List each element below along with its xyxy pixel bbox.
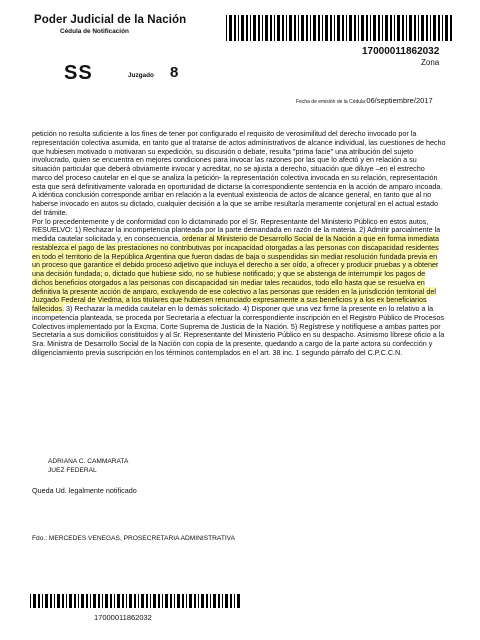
zona-label: Zona: [421, 58, 440, 67]
paragraph-2: A idéntica conclusión corresponde arribar en relación a la eventual existencia de actos de alcance general, en tanto que al no haberse invocado en autos su dictado, cualquier decisión a la que se arribe resultaría meramente conjetural en el actual estado del trámite.: [32, 190, 438, 217]
juzgado-label: Juzgado: [128, 72, 154, 79]
signatory-name: ADRIANA C. CAMMARATA: [48, 458, 129, 465]
ss-label: SS: [64, 62, 93, 84]
juzgado-number: 8: [170, 64, 179, 81]
paragraph-3-start: Por lo precedentemente y de conformidad con lo dictaminado por el Sr. Representante del Ministerio Público en estos autos, RESUELVO: 1) Rechazar la incompetencia planteada por la parte demandada en razón de la materia. 2) Admitir parcialmente la medida cautelar solicitada y, en consecuencia,: [32, 216, 441, 243]
notified-notice: Queda Ud. legalmente notificado: [32, 486, 137, 495]
paragraph-3: [32, 218, 446, 358]
barcode-top: [226, 15, 454, 41]
institution-title: Poder Judicial de la Nación: [34, 14, 187, 26]
paragraph-3-end: 3) Rechazar la medida cautelar en lo demás solicitado. 4) Disponer que una vez firme la presente en lo relativo a la incompetencia planteada, se proceda por Secretaría a efectuar la correspondiente inscripción en el Registro Público de Procesos Colectivos implementado por la Excma. Corte Suprema de Justicia de la Nación. 5) Regístrese y notifíquese a ambas partes por Secretaría a sus domicilios constituidos y al Sr. Representante del Ministerio Público en su despacho. Asimismo líbrese oficio a la Sra. Ministra de Desarrollo Social de la Nación con copia de la presente, quedando a cargo de la parte actora su confección y diligenciamiento previa suscripción en los términos contemplados en el art. 38 inc. 1 segundo párrafo del C.P.C.C.N.: [32, 304, 445, 357]
case-number: 17000011862032: [362, 46, 440, 57]
issue-date: [296, 96, 433, 105]
document-type-label: Cédula de Notificación: [60, 28, 129, 35]
signatory-title: JUEZ FEDERAL: [48, 467, 97, 474]
issue-date-label: Fecha de emisión de la Cédula:: [296, 99, 367, 105]
signed-by: Fdo.: MERCEDES VENEGAS, PROSECRETARIA ADMINISTRATIVA: [32, 535, 235, 542]
resolution-text: [32, 130, 446, 358]
footer-number: 17000011862032: [94, 613, 152, 622]
issue-date-value: 06/septiembre/2017: [366, 96, 433, 105]
highlighted-order: ordenar al Ministerio de Desarrollo Social de la Nación a que en forma inmediata restablezca el pago de las prestaciones no contributivas por incapacidad otorgadas a las personas con discapacidad residentes en todo el territorio de la República Argentina que fueron dadas de baja o suspendidas sin mediar resolución fundada previa en un proceso que garantice el debido proceso adjetivo que incluya el derecho a ser oído, a ofrecer y producir pruebas y a obtener una decisión fundada; o, dictado que hubiese sido, no se hubiese notificado; y que se abstenga de interrumpir los pagos de dichos beneficios otorgados a las personas con discapacidad sin mediar tales recaudos, todo ello hasta que se resuelva en definitiva la presente acción de amparo, excluyendo de ese colectivo a las personas que residen en la jurisdicción territorial del Juzgado Federal de Viedma, a los titulares que hubiesen renunciado expresamente a sus beneficios y a los ex beneficiarios fallecidos.: [32, 234, 439, 313]
paragraph-1: petición no resulta suficiente a los fines de tener por configurado el requisito de verosimilitud del derecho invocado por la representación colectiva asumida, en tanto que al tratarse de actos administrativos de alcance individual, las cuestiones de hecho que hubiesen motivado o motivaran su expedición, su discusión o debate, resulta "prima facie" una atribución del sujeto involucrado, quien se encuentra en mejores condiciones para invocar las razones por las que lo afectó y en relación a su situación particular que deberá obviamente invocar y acreditar, no se ajusta a derecho, situación que diluye –en el estrecho marco del proceso cautelar en el que se analiza la petición- la representación colectiva invocada en su relación, representación esta que será definitivamente valorada en oportunidad de dictarse la correspondiente sentencia en la acción de amparo incoada.: [32, 129, 446, 191]
barcode-bottom: [30, 594, 240, 608]
